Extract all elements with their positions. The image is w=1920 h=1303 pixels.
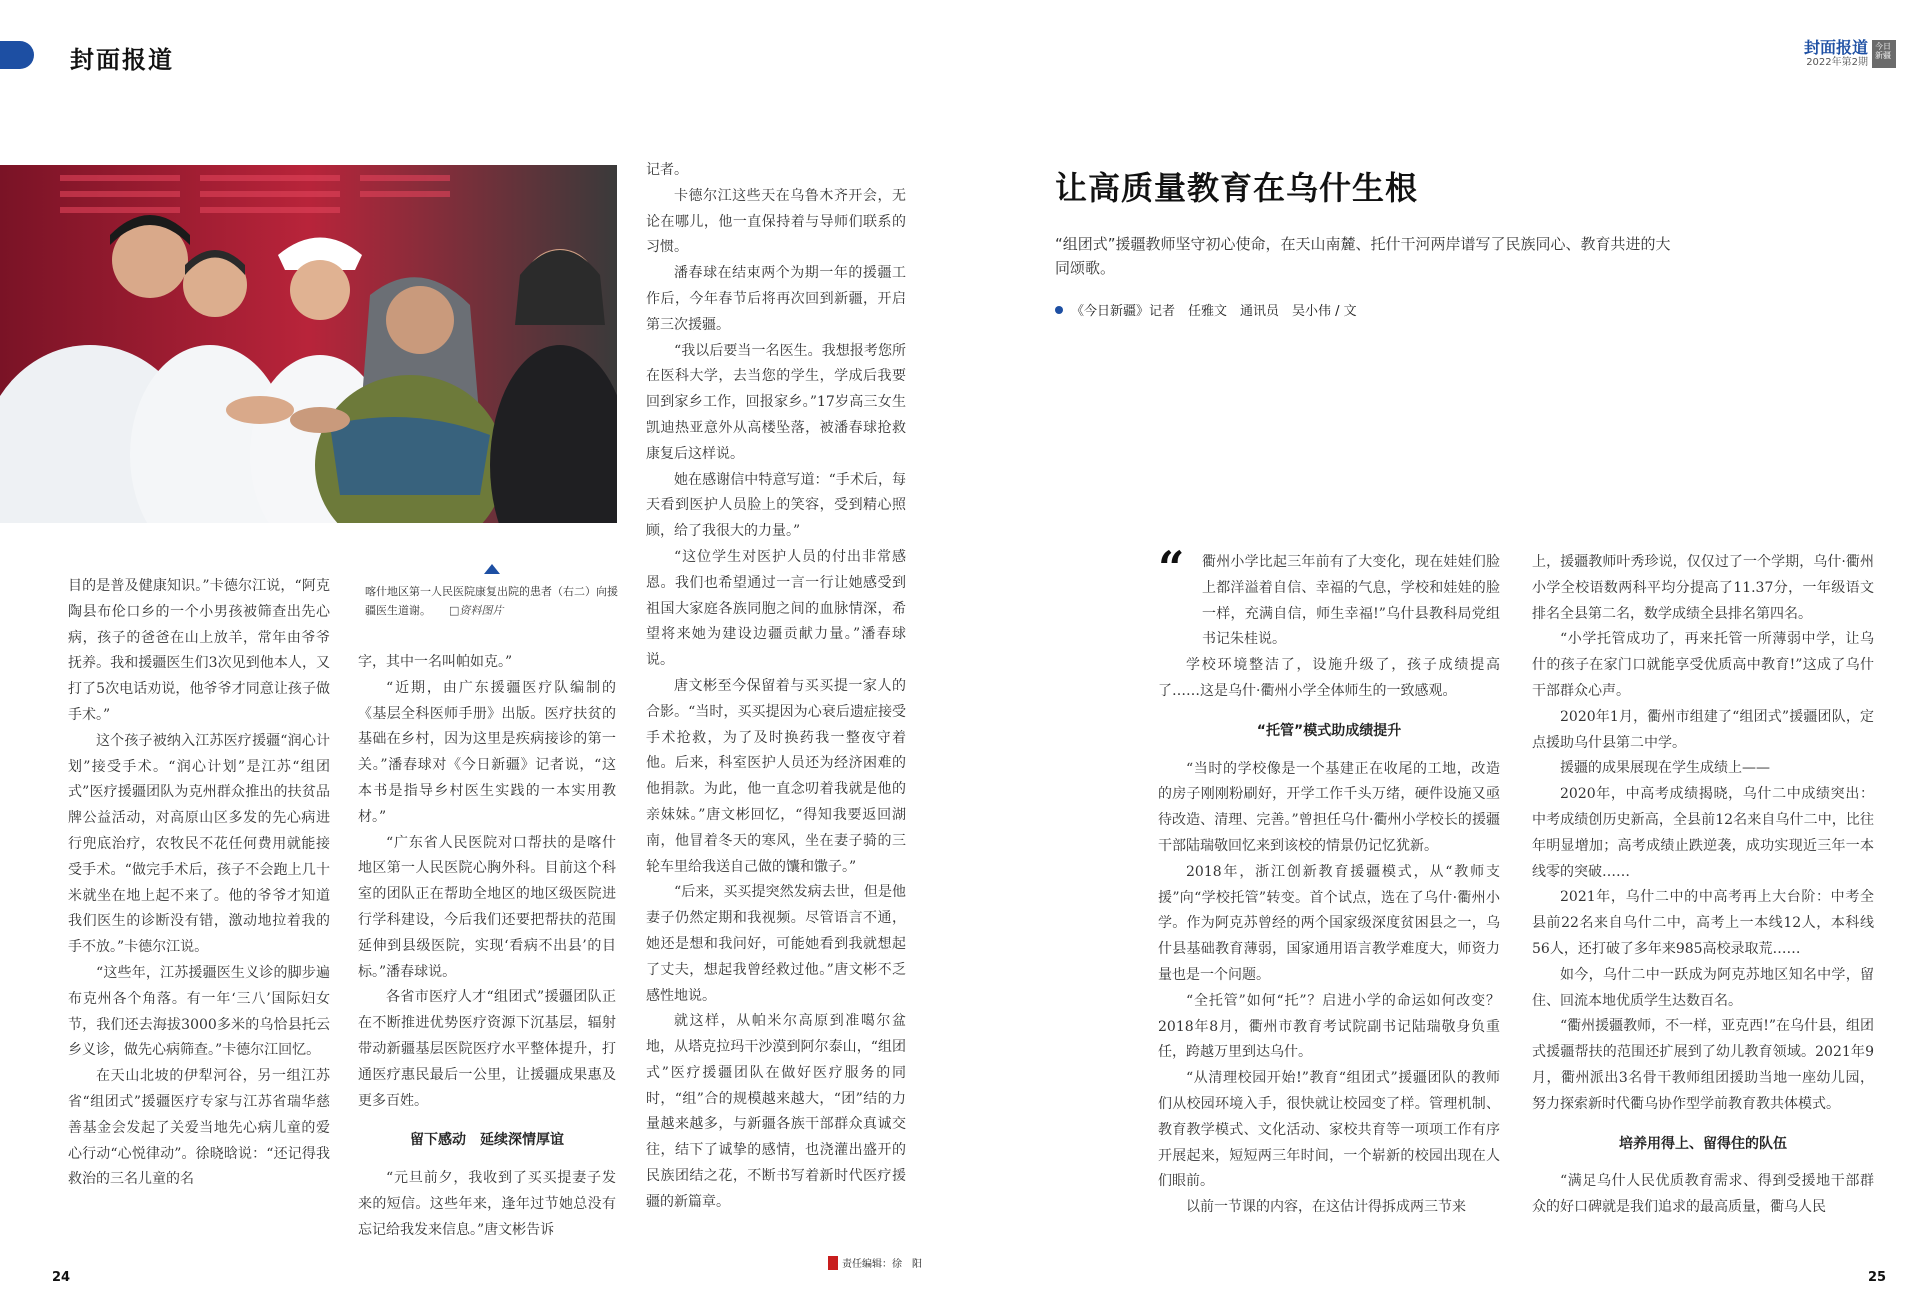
subheading: 留下感动 延续深情厚谊: [410, 1132, 564, 1149]
byline-text: 《今日新疆》记者 任雅文 通讯员 吴小伟 / 文: [1071, 304, 1357, 319]
paragraph: 以前一节课的内容，在这估计得拆成两三节来: [1186, 1199, 1466, 1216]
paragraph: 她在感谢信中特意写道：“手术后，每天看到医护人员脸上的笑容，受到精心照顾，给了我很大的力量。”: [646, 471, 906, 540]
paragraph: 2020年1月，衢州市组建了“组团式”援疆团队，定点援助乌什县第二中学。: [1532, 708, 1874, 751]
paragraph: 记者。: [646, 162, 688, 178]
paragraph: “广东省人民医院对口帮扶的是喀什地区第一人民医院心胸外科。目前这个科室的团队正在帮助全地区的地区级医院进行学科建设，今后我们还要把帮扶的范围延伸到县级医院，实现‘看病不出县’的目标。”潘春球说。: [358, 834, 616, 980]
hospital-scene-illustration: [0, 165, 617, 523]
section-title: 封面报道: [70, 45, 174, 74]
brand-issue: 2022年第2期: [1806, 57, 1868, 68]
editor-text: 责任编辑：徐 阳: [842, 1259, 922, 1270]
editor-credit: [828, 1255, 922, 1270]
paragraph: 学校环境整洁了，设施升级了，孩子成绩提高了……这是乌什·衢州小学全体师生的一致感观。: [1158, 657, 1500, 699]
right-column-1: [1158, 541, 1500, 1221]
article-deck: “组团式”援疆教师坚守初心使命，在天山南麓、托什干河两岸谱写了民族同心、教育共进的大同颂歌。: [1055, 235, 1671, 277]
paragraph: 这个孩子被纳入江苏医疗援疆“润心计划”接受手术。“润心计划”是江苏“组团式”医疗援疆团队为克州群众推出的扶贫品牌公益活动，对高原山区多发的先心病进行兜底治疗，农牧民不花任何费用就能接受手术。“做完手术后，孩子不会跑上几十米就坐在地上起不来了。他的爷爷才知道我们医生的诊断没有错，激动地拉着我的手不放。”卡德尔江说。: [68, 732, 330, 956]
paragraph: 就这样，从帕米尔高原到准噶尔盆地，从塔克拉玛干沙漠到阿尔泰山，“组团式”医疗援疆团队在做好医疗服务的同时，“组”合的规模越来越大，“团”结的力量越来越多，与新疆各族干部群众真诚交往，结下了诚挚的感情，也浇灌出盛开的民族团结之花，不断书写着新时代医疗援疆的新篇章。: [646, 1013, 906, 1210]
quote-mark-icon: “: [1158, 541, 1185, 595]
paragraph: 目的是普及健康知识。”卡德尔江说，“阿克陶县布伦口乡的一个小男孩被筛查出先心病，孩子的爸爸在山上放羊，常年由爷爷抚养。我和援疆医生们3次见到他本人，又打了5次电话劝说，他爷爷才同意让孩子做手术。”: [68, 578, 330, 723]
page-number-left: 24: [52, 1270, 71, 1285]
caption-pointer-icon: [484, 564, 500, 574]
paragraph: 如今，乌什二中一跃成为阿克苏地区知名中学，留住、回流本地优质学生达数百名。: [1532, 966, 1874, 1009]
caption-text: 喀什地区第一人民医院康复出院的患者（右二）向援疆医生道谢。: [365, 585, 618, 617]
editor-mark-icon: [828, 1256, 838, 1270]
paragraph: “小学托管成功了，再来托管一所薄弱中学，让乌什的孩子在家门口就能享受优质高中教育!”这成了乌什干部群众心声。: [1532, 631, 1874, 699]
left-column-3: [646, 158, 906, 1216]
brand-badge: 今日新疆: [1872, 40, 1896, 68]
magazine-brand: [1804, 40, 1896, 70]
paragraph: “这位学生对医护人员的付出非常感恩。我们也希望通过一言一行让她感受到祖国大家庭各族同胞之间的血脉情深，希望将来她为建设边疆贡献力量。”潘春球说。: [646, 548, 906, 669]
photo-credit: □资料图片: [449, 604, 504, 617]
paragraph: “我以后要当一名医生。我想报考您所在医科大学，去当您的学生，学成后我要回到家乡工作，回报家乡。”17岁高三女生凯迪热亚意外从高楼坠落，被潘春球抢救康复后这样说。: [646, 342, 906, 462]
paragraph: 援疆的成果展现在学生成绩上——: [1560, 760, 1770, 777]
article-photo: [0, 165, 617, 523]
paragraph: “近期，由广东援疆医疗队编制的《基层全科医师手册》出版。医疗扶贫的基础在乡村，因为这里是疾病接诊的第一关。”潘春球对《今日新疆》记者说，“这本书是指导乡村医生实践的一本实用教材。”: [358, 679, 616, 825]
section-tab-marker: [0, 41, 34, 69]
page-number-right: 25: [1868, 1270, 1887, 1285]
pull-quote: 衢州小学比起三年前有了大变化，现在娃娃们脸上都洋溢着自信、幸福的气息，学校和娃娃的脸一样，充满自信，师生幸福!”乌什县教科局党组书记朱桂说。: [1202, 554, 1500, 648]
paragraph: “后来，买买提突然发病去世，但是他妻子仍然定期和我视频。尽管语言不通，她还是想和我问好，可能她看到我就想起了丈夫，想起我曾经救过他。”唐文彬不乏感性地说。: [646, 884, 906, 1004]
paragraph: “元旦前夕，我收到了买买提妻子发来的短信。这些年来，逢年过节她总没有忘记给我发来信息。”唐文彬告诉: [358, 1170, 616, 1238]
left-column-2: [358, 650, 616, 1244]
paragraph: 2020年，中高考成绩揭晓，乌什二中成绩突出：中考成绩创历史新高，全县前12名来自乌什二中，比往年明显增加；高考成绩止跌逆袭，成功实现近三年一本线零的突破……: [1532, 786, 1874, 880]
subheading: “托管”模式助成绩提升: [1256, 722, 1402, 739]
article-byline: [1055, 300, 1357, 319]
paragraph: 2021年，乌什二中的中高考再上大台阶：中考全县前22名来自乌什二中，高考上一本线12人，本科线56人，还打破了多年来985高校录取荒……: [1532, 889, 1874, 957]
paragraph: “当时的学校像是一个基建正在收尾的工地，改造的房子刚刚粉刷好，开学工作千头万绪，硬件设施又亟待改造、清理、完善。”曾担任乌什·衢州小学校长的援疆干部陆瑞敬回忆来到该校的情景仍记忆犹新。: [1158, 760, 1500, 854]
paragraph: “全托管”如何“托”？启进小学的命运如何改变？2018年8月，衢州市教育考试院副书记陆瑞敬身负重任，跨越万里到达乌什。: [1158, 992, 1500, 1061]
article-headline: 让高质量教育在乌什生根: [1055, 169, 1419, 207]
paragraph: “这些年，江苏援疆医生义诊的脚步遍布克州各个角落。有一年‘三八’国际妇女节，我们还去海拔3000多米的乌恰县托云乡义诊，做先心病筛查。”卡德尔江回忆。: [68, 964, 330, 1059]
byline-dot-icon: [1055, 306, 1063, 314]
paragraph: “从清理校园开始!”教育“组团式”援疆团队的教师们从校园环境入手，很快就让校园变了样。管理机制、教育教学模式、文化活动、家校共育等一项项工作有序开展起来，短短两三年时间，一个崭新的校园出现在人们眼前。: [1158, 1070, 1500, 1190]
paragraph: 2018年，浙江创新教育援疆模式，从“教师支援”向“学校托管”转变。首个试点，选在了乌什·衢州小学。作为阿克苏曾经的两个国家级深度贫困县之一，乌什县基础教育薄弱，国家通用语言教学难度大，师资力量也是一个问题。: [1158, 863, 1500, 983]
brand-name: 封面报道: [1803, 38, 1868, 57]
left-column-1: [68, 574, 330, 1193]
paragraph: 卡德尔江这些天在乌鲁木齐开会，无论在哪儿，他一直保持着与导师们联系的习惯。: [646, 187, 906, 256]
paragraph: 上，援疆教师叶秀珍说，仅仅过了一个学期，乌什·衢州小学全校语数两科平均分提高了11.37分，一年级语文排名全县第二名，数学成绩全县排名第四名。: [1532, 554, 1874, 622]
subheading: 培养用得上、留得住的队伍: [1619, 1135, 1787, 1152]
paragraph: 各省市医疗人才“组团式”援疆团队正在不断推进优势医疗资源下沉基层，辐射带动新疆基层医院医疗水平整体提升，打通医疗惠民最后一公里，让援疆成果惠及更多百姓。: [358, 989, 616, 1109]
photo-caption: [365, 582, 625, 620]
right-column-2: [1532, 550, 1874, 1221]
paragraph: 在天山北坡的伊犁河谷，另一组江苏省“组团式”援疆医疗专家与江苏省瑞华慈善基金会发起了关爱当地先心病儿童的爱心行动“心悦律动”。徐晓晗说：“还记得我救治的三名儿童的名: [68, 1068, 330, 1188]
paragraph: “衢州援疆教师，不一样，亚克西!”在乌什县，组团式援疆帮扶的范围还扩展到了幼儿教育领域。2021年9月，衢州派出3名骨干教师组团援助当地一座幼儿园，努力探索新时代衢乌协作型学前教育教共体模式。: [1532, 1018, 1874, 1112]
paragraph: 字，其中一名叫帕如克。”: [358, 654, 513, 670]
paragraph: 潘春球在结束两个为期一年的援疆工作后，今年春节后将再次回到新疆，开启第三次援疆。: [646, 265, 906, 333]
paragraph: “满足乌什人民优质教育需求、得到受援地干部群众的好口碑就是我们追求的最高质量，衢乌人民: [1532, 1173, 1874, 1216]
paragraph: 唐文彬至今保留着与买买提一家人的合影。“当时，买买提因为心衰后遗症接受手术抢救，为了及时换药我一整夜守着他。后来，科室医护人员还为经济困难的他捐款。为此，他一直念叨着我就是他的亲妹妹。”唐文彬回忆，“得知我要返回湖南，他冒着冬天的寒风，坐在妻子骑的三轮车里给我送自己做的馕和馓子。”: [646, 677, 906, 875]
